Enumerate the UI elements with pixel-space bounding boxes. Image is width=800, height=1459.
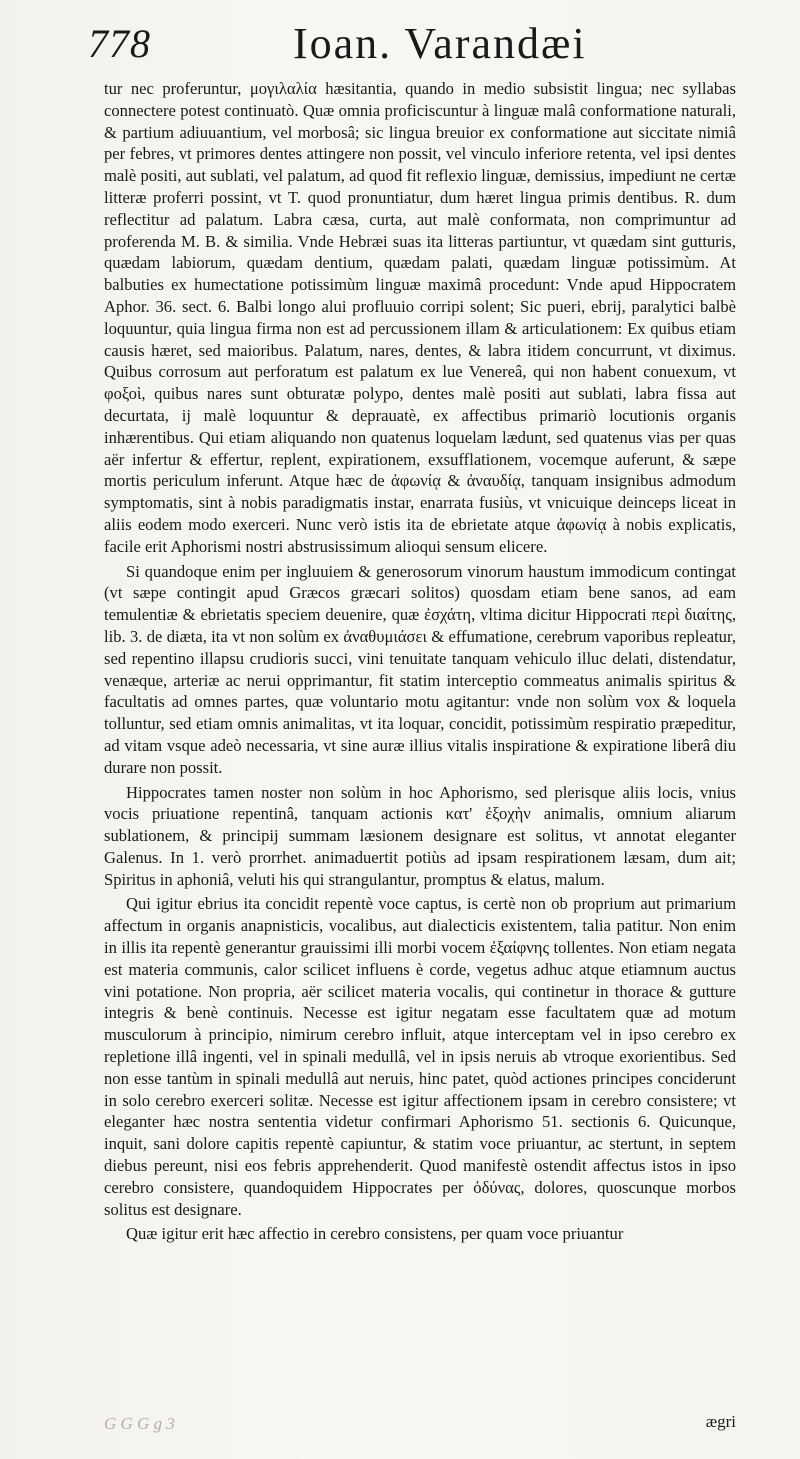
- page-header: [88, 18, 738, 68]
- paragraph: tur nec proferuntur, μογιλαλία hæsitantia, quando in medio subsistit lingua; nec syllabas connectere potest continuatò. Quæ omnia proficiscuntur à linguæ malâ conformatione naturali, & partium adiuuantium, vel morbosâ; sic lingua breuior ex conformatione aut siccitate nimiâ per febres, vt primores dentes attingere non possit, vel vinculo inferiore retenta, vel ipsi dentes malè positi, aut sublati, vel palatum, ad quod fit reflexio linguæ, demissius, impediunt ne certæ litteræ proferri possint, vt T. quod pronuntiatur, dum hæret lingua primis dentibus. R. dum reflectitur ad palatum. Labra cæsa, curta, aut malè conformata, non comprimuntur ad proferenda M. B. & similia. Vnde Hebræi suas ita litteras partiuntur, vt quædam sint gutturis, quædam labiorum, quædam dentium, quædam palati, quædam linguæ potissimùm. At balbuties ex humectatione potissimùm linguæ maximâ procedunt: Vnde apud Hippocratem Aphor. 36. sect. 6. Balbi longo alui profluuio corripi solent; Sic pueri, ebrij, paralytici balbè loquuntur, quia lingua firma non est ad percussionem illam & articulationem: Ex quibus etiam causis hæret, sed maioribus. Palatum, nares, dentes, & labra itidem concurrunt, vt diximus. Quibus corrosum aut perforatum est palatum ex lue Venereâ, qui non habent conuexum, vt φοξοὶ, quibus nares sunt obturatæ polypo, dentes malè positi aut sublati, labra fissa aut decurtata, ij malè loquuntur & deprauatè, ex affectibus primariò locutionis organis inhærentibus. Qui etiam aliquando non quatenus loquelam lædunt, sed quatenus vias per quas aër infertur & effertur, replent, expirationem, exsufflationem, vocemque auferunt, & sæpe mortis periculum inferunt. Atque hæc de ἀφωνίᾳ & ἀναυδίᾳ, tanquam insignibus admodum symptomatis, sint à nobis paradigmatis instar, enarrata fusiùs, vt vnicuique deinceps liceat in aliis eodem modo exerceri. Nunc verò istis ita de ebrietate atque ἀφωνίᾳ à nobis explicatis, facile erit Aphorismi nostri abstrusissimum alioqui sensum elicere.: [104, 79, 736, 556]
- paragraph: Si quandoque enim per ingluuiem & generosorum vinorum haustum immodicum contingat (vt sæpe contingit apud Græcos græcari solitos) quosdam etiam bene sanos, ad eam temulentiæ & ebrietatis speciem deuenire, quæ ἐσχάτη, vltima dicitur Hippocrati περὶ διαίτης, lib. 3. de diæta, ita vt non solùm ex ἀναθυμιάσει & effumatione, cerebrum vaporibus repleatur, sed repentino illapsu crudioris succi, vini tenuitate tanquam vehiculo illuc delati, distendatur, venæque, arteriæ ac nerui opprimantur, fit statim interceptio commeatus animalis spiritus & facultatis ad omnes partes, quæ voluntario motu agitantur: vnde non solùm vox & loquela tolluntur, sed etiam omnis animalitas, vt ita loquar, concidit, potissimùm respiratio præpeditur, ad vitam vsque adeò necessaria, vt sine auræ illius vitalis inspiratione & expiratione liberâ diu durare non possit.: [104, 561, 736, 777]
- paragraph: Hippocrates tamen noster non solùm in hoc Aphorismo, sed plerisque aliis locis, vnius vocis priuatione repentinâ, tanquam actionis κατ' ἐξοχὴν animalis, omnium aliarum sublationem, & principij summam læsionem designare est solitus, vt annotat eleganter Galenus. In 1. verò prorrhet. animaduertit potiùs ad ipsam respirationem læsam, dum ait; Spiritus in aphoniâ, veluti his qui strangulantur, promptus & elatus, malum.: [104, 782, 736, 889]
- signature-mark: G G G g 3: [104, 1414, 175, 1433]
- paragraph: Quæ igitur erit hæc affectio in cerebro consistens, per quam voce priuantur: [126, 1224, 624, 1244]
- paragraph: Qui igitur ebrius ita concidit repentè voce captus, is certè non ob proprium aut primarium affectum in organis anapnisticis, vocalibus, aut dialecticis existentem, talia patitur. Non enim in illis ita repentè generantur grauissimi illi morbi vocem ἐξαίφνης tollentes. Non etiam negata est materia communis, calor scilicet influens è corde, vegetus adhuc atque etiamnum auctus vini potatione. Non propria, aër scilicet materia vocalis, qui continetur in thorace & gutture integris & benè continuis. Necesse est igitur negatam esse facultatem quæ ad motum musculorum à principio, nimirum cerebro influit, atque interceptam vel in ipso cerebro ex repletione illâ ingenti, vel in spinali medullâ, vel in ipsis neruis ab vtroque exorientibus. Sed non esse tantùm in spinali medullâ aut neruis, hinc patet, quòd actiones principes conciderunt in solo cerebro exerceri solitæ. Necesse est igitur affectionem ipsam in cerebro consistere; vt eleganter hæc nostra sententia videtur confirmari Aphorismo 51. sectionis 6. Quicunque, inquit, sani dolore capitis repentè capiuntur, & statim voce priuantur, ac stertunt, in septem diebus pereunt, nisi eos febris apprehenderit. Quod manifestè ostendit affectus istos in ipso cerebro consistere, quandoquidem Hippocrates per ὀδύνας, dolores, quoscunque morbos solitus est designare.: [104, 894, 736, 1219]
- body-text: [104, 78, 736, 1245]
- page-number: 778: [88, 21, 151, 66]
- catchword: ægri: [705, 1412, 736, 1431]
- running-head: Ioan. Varandæi: [293, 19, 587, 68]
- page-footer: [104, 1412, 736, 1436]
